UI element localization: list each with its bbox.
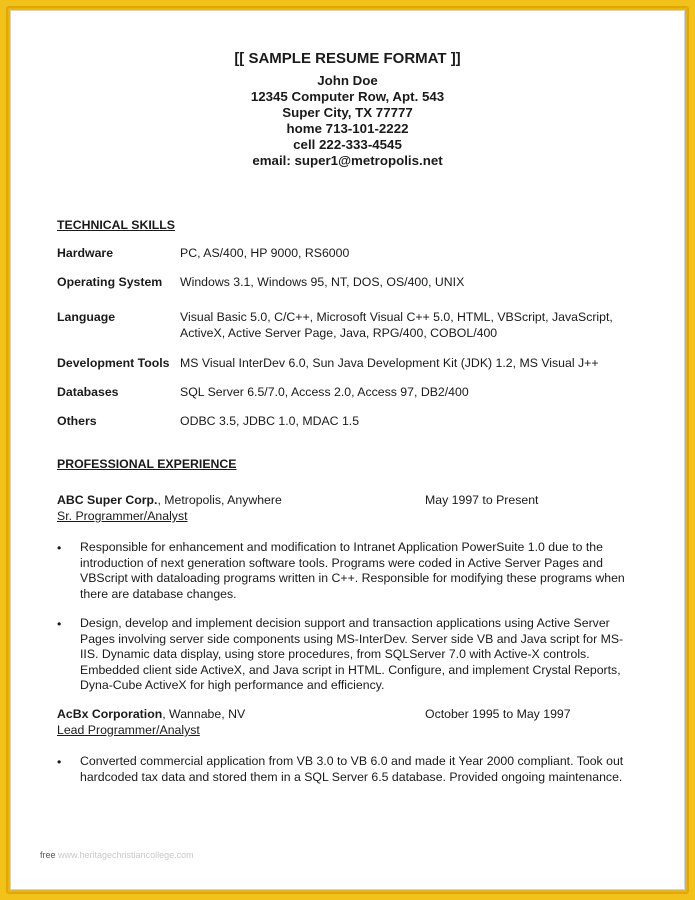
watermark-text: www.heritagechristiancollege.com	[58, 850, 194, 860]
contact-address-line-1: 12345 Computer Row, Apt. 543	[250, 89, 445, 104]
resume-title: [[ SAMPLE RESUME FORMAT ]]	[234, 50, 461, 67]
watermark	[40, 850, 194, 860]
job-1-company	[57, 493, 282, 507]
contact-address-line-2: Super City, TX 77777	[282, 105, 413, 120]
contact-block	[10, 73, 685, 169]
job-2-company	[57, 707, 245, 721]
skill-value-operating-system: Windows 3.1, Windows 95, NT, DOS, OS/400, UNIX	[180, 275, 465, 289]
job-1-title: Sr. Programmer/Analyst	[57, 509, 188, 523]
contact-name: John Doe	[317, 73, 378, 88]
contact-cell-phone: cell 222-333-4545	[293, 137, 402, 152]
watermark-lead: free	[40, 850, 56, 860]
job-1-dates: May 1997 to Present	[425, 493, 539, 507]
job-2-bullet-1-marker: •	[57, 755, 62, 769]
contact-home-phone: home 713-101-2222	[286, 121, 409, 136]
resume-page	[10, 10, 685, 890]
job-2-company-name: AcBx Corporation	[57, 707, 163, 721]
job-1-company-name: ABC Super Corp.	[57, 493, 158, 507]
job-1-bullet-2: Design, develop and implement decision support and transaction applications using Active Server Pages involving server side components using MS-InterDev. Server side VB and Java script for MS-IIS. Dynamic data display, using store procedures, from SQLServer 7.0 with Active-X controls. Embedded client side ActiveX, and Java script in HTML. Configure, and implement Crystal Reports, Dyna-Cube ActiveX for high performance and efficiency.	[80, 616, 624, 693]
skill-value-hardware: PC, AS/400, HP 9000, RS6000	[180, 246, 350, 260]
contact-email: email: super1@metropolis.net	[252, 153, 443, 168]
skill-value-development-tools: MS Visual InterDev 6.0, Sun Java Development Kit (JDK) 1.2, MS Visual J++	[180, 356, 599, 370]
professional-experience-heading: PROFESSIONAL EXPERIENCE	[57, 457, 237, 471]
job-2-location: , Wannabe, NV	[162, 707, 246, 721]
skill-label-others: Others	[57, 414, 97, 428]
skill-value-language: Visual Basic 5.0, C/C++, Microsoft Visual C++ 5.0, HTML, VBScript, JavaScript, ActiveX, Active Server Page, Java, RPG/400, COBOL/400	[180, 310, 613, 340]
job-1-bullet-1: Responsible for enhancement and modification to Intranet Application PowerSuite 1.0 due to the introduction of next generation software tools. Programs were coded in Active Server Pages and VBScript with dataloading programs written in C++. Responsible for modifying these programs when there are database changes.	[80, 540, 625, 601]
skill-label-hardware: Hardware	[57, 246, 114, 260]
skill-value-others: ODBC 3.5, JDBC 1.0, MDAC 1.5	[180, 414, 360, 428]
skill-value-databases: SQL Server 6.5/7.0, Access 2.0, Access 97, DB2/400	[180, 385, 469, 399]
skill-label-development-tools: Development Tools	[57, 356, 170, 370]
skill-label-databases: Databases	[57, 385, 119, 399]
skill-label-operating-system: Operating System	[57, 275, 163, 289]
skill-label-language: Language	[57, 310, 116, 324]
job-2-bullet-1: Converted commercial application from VB 3.0 to VB 6.0 and made it Year 2000 compliant. Took out hardcoded tax data and stored them in a SQL Server 6.5 database. Provided ongoing maintenance.	[80, 754, 624, 784]
job-1-bullet-1-marker: •	[57, 541, 62, 555]
job-2-title: Lead Programmer/Analyst	[57, 723, 200, 737]
technical-skills-heading: TECHNICAL SKILLS	[57, 218, 175, 232]
job-1-location: , Metropolis, Anywhere	[157, 493, 282, 507]
job-2-dates: October 1995 to May 1997	[425, 707, 571, 721]
job-1-bullet-2-marker: •	[57, 617, 62, 631]
